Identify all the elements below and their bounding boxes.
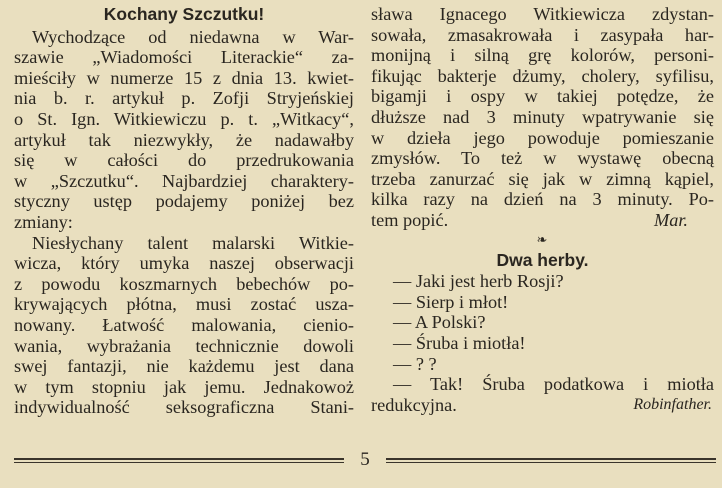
text-line: nowany. Łatwość malowania, cienio- — [14, 314, 354, 335]
dialog-line: — Śruba i miotła! — [393, 332, 526, 353]
text-line: Wychodzące od niedawna w War- — [32, 26, 354, 47]
text-line: sława Ignacego Witkiewicza zdystan- — [371, 4, 714, 24]
text-line: redukcyjna. — [371, 394, 457, 415]
right-column — [371, 4, 714, 415]
page-number: 5 — [360, 449, 370, 470]
text-line: styczny ustęp podajemy poniżej bez — [14, 191, 354, 212]
text-line: swej fantazji, nie każdemu jest dana — [14, 356, 354, 377]
dialog-line: — Tak! Śruba podatkowa i miotła — [393, 374, 714, 395]
closing-line — [371, 395, 714, 416]
text-line: szawie „Wiadomości Literackie“ za- — [14, 47, 354, 68]
text-line: mieściły w numerze 15 z dnia 13. kwiet- — [14, 67, 354, 88]
text-line: wania, wybrażania technicznie dowoli — [14, 335, 354, 356]
text-line: tem popić. — [371, 209, 449, 230]
text-line: zmysłów. To też w wystawę obecną — [371, 148, 714, 169]
text-line: nia b. r. artykuł p. Zofji Stryjeńskiej — [14, 88, 354, 109]
footer-rule-right — [386, 458, 716, 463]
text-line: kilka razy na dzień na 3 minuty. Po- — [371, 189, 714, 210]
text-line: zmiany: — [14, 211, 73, 232]
text-line: wicza, który umyka naszej obserwacji — [14, 253, 354, 274]
text-line: bigamji i ospy w takiej potędze, że — [371, 86, 714, 107]
text-line: fikując bakterje dżumy, cholery, syfilisu, — [371, 65, 714, 86]
ornament-divider-icon: ❧ — [536, 231, 549, 247]
text-line: krywających płótna, musi zostać usza- — [14, 294, 354, 315]
author-signature: Mar. — [653, 209, 688, 230]
text-line: Niesłychany talent malarski Witkie- — [32, 232, 354, 253]
left-column — [14, 4, 354, 418]
dialog-line: — Sierp i młot! — [393, 291, 509, 312]
text-line: monijną i silną grę kolorów, personi- — [371, 45, 714, 66]
section-title: Dwa herby. — [496, 249, 589, 270]
paragraph-continued — [371, 4, 714, 231]
text-line: w „Szczutku“. Najbardziej charaktery- — [14, 170, 354, 191]
page-footer — [14, 449, 716, 470]
text-line: z powodu koszmarnych bebechów po- — [14, 273, 354, 294]
text-line: dłuższe nad 3 minuty wpatrywanie się — [371, 106, 714, 127]
text-line: w dzieła jego powoduje pomieszanie — [371, 127, 714, 148]
dialog-block — [371, 271, 714, 415]
paragraph-intro — [14, 27, 354, 233]
dialog-line: — A Polski? — [393, 312, 486, 333]
dialog-line: — Jaki jest herb Rosji? — [393, 271, 564, 292]
text-line: indywidualność seksograficzna Stani- — [14, 397, 354, 418]
footer-rule-left — [14, 458, 344, 463]
text-line: sowała, zmasakrowała i zasypała har- — [371, 24, 714, 45]
text-line: artykuł tak niezwykły, że nadawałby — [14, 129, 354, 150]
text-line: w tym stopniu jak jemu. Jednakowoż — [14, 376, 354, 397]
text-line: trzeba zanurzać się jak w zimną kąpiel, — [371, 168, 714, 189]
text-line: o St. Ign. Witkiewiczu p. t. „Witkacy“, — [14, 108, 354, 129]
closing-line — [371, 210, 714, 231]
text-line: się w całości do przedrukowania — [14, 150, 354, 171]
dialog-line: — ? ? — [393, 353, 437, 374]
article-title: Kochany Szczutku! — [103, 4, 265, 24]
author-signature: Robinfather. — [633, 395, 712, 413]
paragraph-quote — [14, 233, 354, 418]
